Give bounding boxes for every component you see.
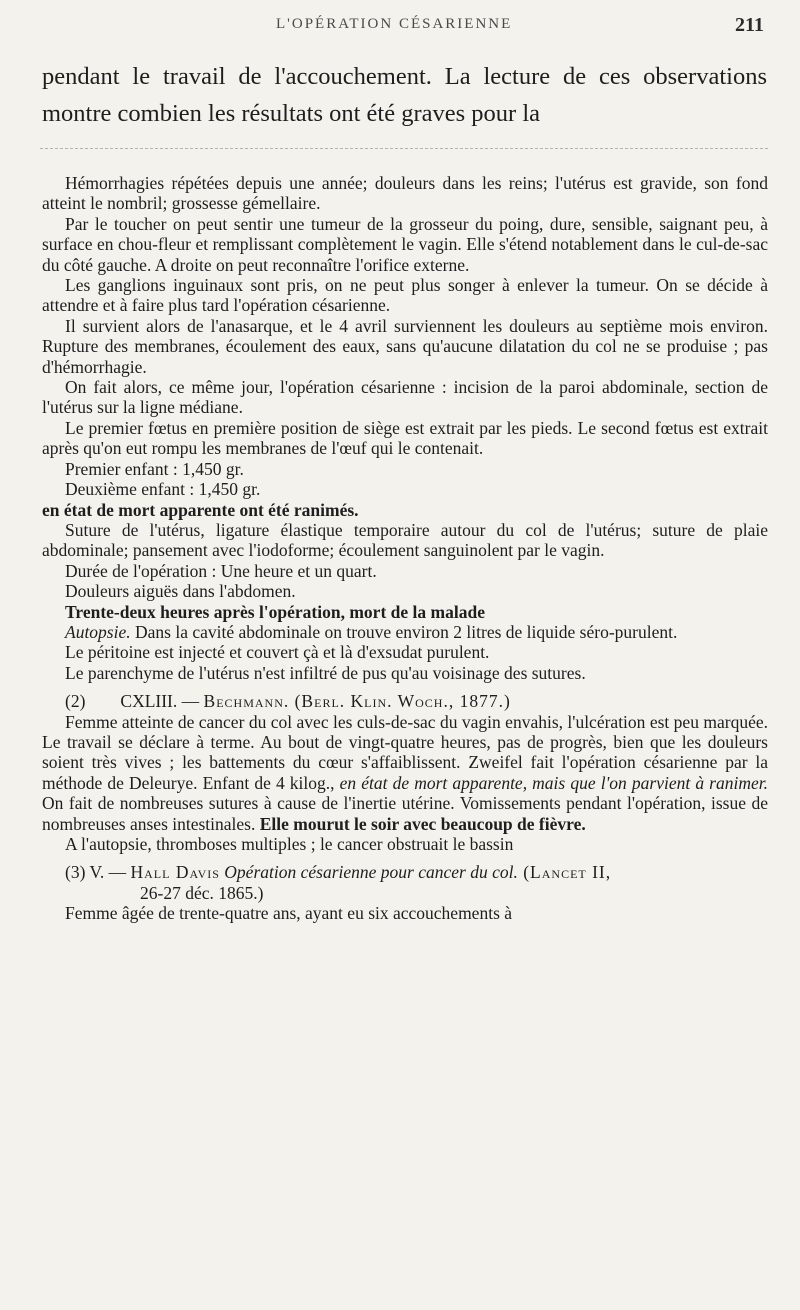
ref-author: Bechmann. <box>203 691 290 712</box>
case2-reference <box>42 691 768 711</box>
case2-text <box>42 712 768 834</box>
page-number: 211 <box>735 14 764 36</box>
ref-source: (Lancet II, <box>517 862 612 883</box>
case1-paragraph: On fait alors, ce même jour, l'opération césarienne : incision de la paroi abdominale, section de l'utérus sur la ligne médiane. <box>42 377 768 418</box>
case1-paragraph: Suture de l'utérus, ligature élastique temporaire autour du col de l'utérus; suture de plaie abdominale; pansement avec l'iodoforme; écoulement sanguinolent par le vagin. <box>42 519 768 561</box>
autopsy-paragraph <box>42 622 768 642</box>
ref-number: (3) <box>65 862 86 883</box>
ref-title: Opération césarienne pour cancer du col. <box>219 862 518 883</box>
section-divider <box>40 148 768 149</box>
second-child-weight: Deuxième enfant : 1,450 gr. <box>65 479 261 500</box>
case3-reference <box>42 862 768 882</box>
ref-source: (Berl. Klin. Woch., 1877.) <box>289 691 511 712</box>
case1-paragraph: Le péritoine est injecté et couvert çà et là d'exsudat purulent. <box>65 642 490 663</box>
first-child-weight: Premier enfant : 1,450 gr. <box>65 458 244 479</box>
case1-paragraph: Par le toucher on peut sentir une tumeur de la grosseur du poing, dure, sensible, saignant peu, à surface en chou-fleur et remplissant complètement le vagin. Elle s'étend notablement dans le cul-de-sac du côté gauche. A droite on peut reconnaître l'orifice externe. <box>42 213 768 275</box>
case2-text-part: On fait de nombreuses sutures à cause de l'inertie utérine. Vomissements pendant l'opération, issue de nombreuses anses intestinales. <box>42 793 768 834</box>
ref-id: V. — <box>85 862 131 883</box>
death-note: Trente-deux heures après l'opération, mort de la malade <box>65 601 485 622</box>
autopsy-label: Autopsie. <box>65 621 131 642</box>
ref-number: (2) <box>65 691 86 712</box>
ref-author: Hall Davis <box>130 862 220 883</box>
case1-paragraph: Douleurs aiguës dans l'abdomen. <box>65 581 296 602</box>
intro-text: pendant le travail de l'accouchement. La lecture de ces observations montre combien les résultats ont été graves pour la <box>42 63 767 127</box>
case2-death-note: Elle mourut le soir avec beaucoup de fièvre. <box>259 813 586 834</box>
case3-text: Femme âgée de trente-quatre ans, ayant eu six accouchements à <box>65 903 513 924</box>
case2-text-part: Femme atteinte de cancer du col avec les culs-de-sac du vagin envahis, l'ulcération est peu marquée. Le travail se déclare à terme. Au bout de vingt-quatre heures, pas de progrès, bien que les douleurs soient très vives ; les battements du cœur s'affaiblissent. Zweifel fait l'opération césarienne par la méthode de Deleurye. Enfant de 4 kilog., <box>42 711 768 793</box>
ref-id: CXLIII. — <box>120 691 204 712</box>
ref-date: 26-27 déc. 1865.) <box>140 882 264 903</box>
case1-paragraph: Le premier fœtus en première position de siège est extrait par les pieds. Le second fœtus est extrait après qu'on eut rompu les membranes de l'œuf qui le contenait. <box>42 417 768 459</box>
case2-italic-part: en état de mort apparente, mais que l'on parvient à ranimer. <box>339 772 769 793</box>
case2-autopsy: A l'autopsie, thromboses multiples ; le cancer obstruait le bassin <box>65 834 514 854</box>
intro-paragraph <box>42 58 767 132</box>
case1-paragraph: Le parenchyme de l'utérus n'est infiltré de pus qu'au voisinage des sutures. <box>65 662 586 683</box>
running-head <box>0 14 800 40</box>
children-revived-note: en état de mort apparente ont été ranimés. <box>42 499 359 520</box>
running-title: L'OPÉRATION CÉSARIENNE <box>276 16 513 32</box>
case1-paragraph: Les ganglions inguinaux sont pris, on ne peut plus songer à enlever la tumeur. On se décide à attendre et à faire plus tard l'opération césarienne. <box>42 275 768 316</box>
case1-paragraph: Hémorrhagies répétées depuis une année; douleurs dans les reins; l'utérus est gravide, son fond atteint le nombril; grossesse gémellaire. <box>42 173 768 214</box>
operation-duration: Durée de l'opération : Une heure et un quart. <box>65 560 377 581</box>
case1-paragraph: Il survient alors de l'anasarque, et le 4 avril surviennent les douleurs au septième mois environ. Rupture des membranes, écoulement des eaux, sans qu'aucune dilatation du col ne se produise ; pas d'hémorrhagie. <box>42 315 768 377</box>
case-notes <box>42 173 768 924</box>
autopsy-text: Dans la cavité abdominale on trouve environ 2 litres de liquide séro-purulent. <box>130 621 678 642</box>
